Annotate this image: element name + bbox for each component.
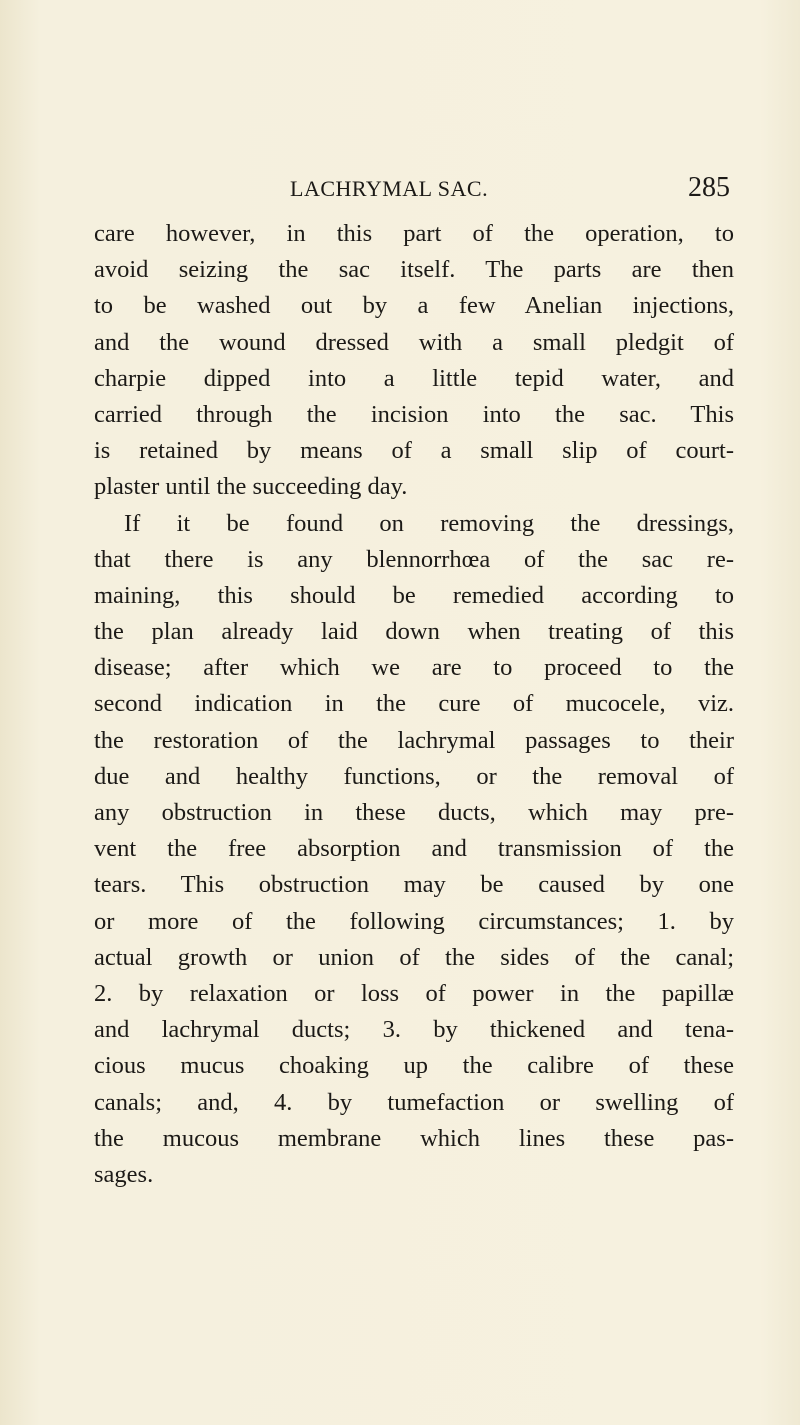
text-line: the plan already laid down when treating of this xyxy=(94,618,734,646)
text-line: the mucous membrane which lines these pas- xyxy=(94,1124,734,1152)
text-line: tears. This obstruction may be caused by one xyxy=(94,871,734,899)
text-line: and the wound dressed with a small pledgit of xyxy=(94,328,734,356)
text-line: is retained by means of a small slip of court- xyxy=(94,437,734,465)
text-line: any obstruction in these ducts, which may pre- xyxy=(94,799,734,826)
text-line: avoid seizing the sac itself. The parts are then xyxy=(94,256,734,284)
paragraph-start-line: If it be found on removing the dressings, xyxy=(124,509,734,537)
text-line: disease; after which we are to proceed to the xyxy=(94,654,734,682)
text-line: vent the free absorption and transmission of the xyxy=(94,835,734,863)
running-head xyxy=(240,172,730,210)
text-line: canals; and, 4. by tumefaction or swelling of xyxy=(94,1088,734,1116)
text-line: to be washed out by a few Anelian injections, xyxy=(94,292,734,320)
text-line: maining, this should be remedied according to xyxy=(94,581,734,609)
text-line: carried through the incision into the sac. This xyxy=(94,400,734,428)
text-line: 2. by relaxation or loss of power in the papillæ xyxy=(94,979,734,1007)
text-line: sages. xyxy=(94,1160,154,1188)
text-line: and lachrymal ducts; 3. by thickened and tena- xyxy=(94,1016,734,1044)
text-line: the restoration of the lachrymal passages to their xyxy=(94,726,734,754)
page-number: 285 xyxy=(688,172,730,203)
text-line: second indication in the cure of mucocele, viz. xyxy=(94,690,734,718)
text-line: or more of the following circumstances; 1. by xyxy=(94,907,734,935)
text-line: care however, in this part of the operation, to xyxy=(94,220,734,247)
body-text xyxy=(94,216,734,1193)
text-line: that there is any blennorrhœa of the sac re- xyxy=(94,545,734,573)
running-head-title: LACHRYMAL SAC. xyxy=(290,176,489,201)
text-line: cious mucus choaking up the calibre of these xyxy=(94,1052,734,1080)
text-line: charpie dipped into a little tepid water, and xyxy=(94,364,734,392)
text-line: plaster until the succeeding day. xyxy=(94,473,408,501)
text-line: due and healthy functions, or the removal of xyxy=(94,762,734,790)
text-line: actual growth or union of the sides of the canal; xyxy=(94,943,734,971)
